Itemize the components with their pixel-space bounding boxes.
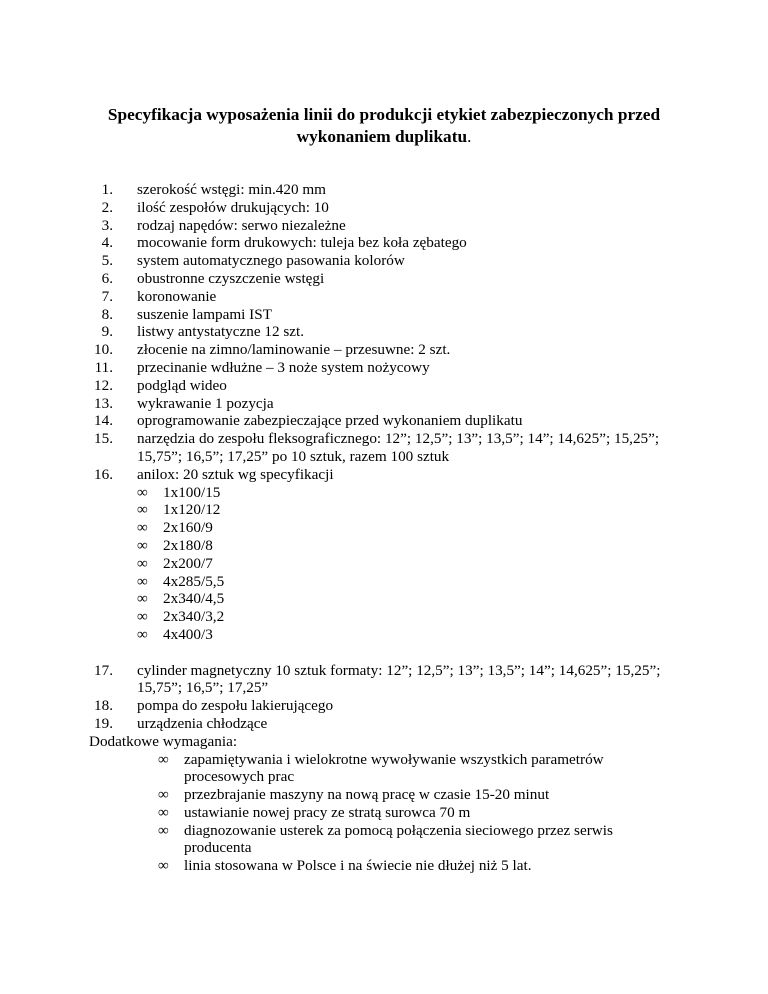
anilox-item xyxy=(0,537,768,555)
requirement-item xyxy=(0,751,768,769)
anilox-item-text: 4x400/3 xyxy=(163,625,213,643)
infinity-bullet-icon: ∞ xyxy=(137,608,148,626)
list-item-number: 16. xyxy=(94,465,113,483)
list-item-number: 18. xyxy=(94,697,113,715)
list-item-text: urządzenia chłodzące xyxy=(137,714,268,732)
infinity-bullet-icon: ∞ xyxy=(137,572,148,590)
document-title-period: . xyxy=(467,127,472,146)
list-item xyxy=(0,377,768,395)
list-item-number: 14. xyxy=(94,412,113,430)
list-item xyxy=(0,662,768,680)
anilox-item-text: 2x180/8 xyxy=(163,536,213,554)
list-item xyxy=(0,697,768,715)
infinity-bullet-icon: ∞ xyxy=(137,554,148,572)
list-item xyxy=(0,217,768,235)
anilox-item-text: 4x285/5,5 xyxy=(163,572,225,590)
list-item xyxy=(0,252,768,270)
infinity-bullet-icon: ∞ xyxy=(137,501,148,519)
list-item-text: suszenie lampami IST xyxy=(137,305,272,323)
document-title xyxy=(60,104,708,148)
list-item xyxy=(0,234,768,252)
list-item-text-continued: 15,75”; 16,5”; 17,25” po 10 sztuk, razem 100 sztuk xyxy=(137,447,450,465)
list-item-text: listwy antystatyczne 12 szt. xyxy=(137,323,305,341)
list-item-text: złocenie na zimno/laminowanie – przesuwne: 2 szt. xyxy=(137,341,451,359)
requirement-item-text: linia stosowana w Polsce i na świecie nie dłużej niż 5 lat. xyxy=(184,857,532,875)
infinity-bullet-icon: ∞ xyxy=(137,590,148,608)
document-title-text: Specyfikacja wyposażenia linii do produkcji etykiet zabezpieczonych przed wykonaniem duplikatu xyxy=(107,105,661,146)
anilox-item xyxy=(0,608,768,626)
additional-requirements-heading xyxy=(0,733,768,751)
requirement-item-text: przezbrajanie maszyny na nową pracę w czasie 15-20 minut xyxy=(184,786,550,804)
infinity-bullet-icon: ∞ xyxy=(158,786,169,804)
requirement-item xyxy=(0,768,768,786)
list-item-text: koronowanie xyxy=(137,287,217,305)
infinity-bullet-icon: ∞ xyxy=(158,803,169,821)
anilox-item xyxy=(0,484,768,502)
requirement-item-text: procesowych prac xyxy=(184,768,295,786)
list-item-text: rodzaj napędów: serwo niezależne xyxy=(137,216,346,234)
infinity-bullet-icon: ∞ xyxy=(137,519,148,537)
list-item-text: pompa do zespołu lakierującego xyxy=(137,697,334,715)
anilox-item xyxy=(0,501,768,519)
list-item xyxy=(0,181,768,199)
list-item-text: anilox: 20 sztuk wg specyfikacji xyxy=(137,465,334,483)
list-item xyxy=(0,323,768,341)
list-item-number: 15. xyxy=(94,430,113,448)
requirement-item xyxy=(0,839,768,857)
list-item-number: 8. xyxy=(101,305,113,323)
anilox-item-text: 1x120/12 xyxy=(163,501,221,519)
list-item-number: 1. xyxy=(101,181,113,198)
infinity-bullet-icon: ∞ xyxy=(137,625,148,643)
infinity-bullet-icon: ∞ xyxy=(158,857,169,875)
requirement-item xyxy=(0,857,768,875)
spacer xyxy=(0,644,768,662)
list-item-text-continued: 15,75”; 16,5”; 17,25” xyxy=(137,679,269,697)
anilox-item xyxy=(0,590,768,608)
additional-requirements-heading-text: Dodatkowe wymagania: xyxy=(89,732,238,750)
list-item-text: mocowanie form drukowych: tuleja bez koła zębatego xyxy=(137,234,467,252)
list-item-text: wykrawanie 1 pozycja xyxy=(137,394,274,412)
infinity-bullet-icon: ∞ xyxy=(137,536,148,554)
list-item-number: 6. xyxy=(101,269,113,287)
list-item-number: 10. xyxy=(94,341,113,359)
anilox-item-text: 2x340/4,5 xyxy=(163,590,225,608)
anilox-item-text: 2x160/9 xyxy=(163,519,213,537)
requirement-item xyxy=(0,786,768,804)
list-item xyxy=(0,270,768,288)
requirement-item xyxy=(0,804,768,822)
list-item-text: system automatycznego pasowania kolorów xyxy=(137,252,405,270)
specification-list xyxy=(0,181,768,875)
list-item xyxy=(0,679,768,697)
list-item-text: przecinanie wdłużne – 3 noże system nożycowy xyxy=(137,358,430,376)
requirement-item-text: producenta xyxy=(184,839,252,857)
list-item-number: 19. xyxy=(94,714,113,732)
infinity-bullet-icon: ∞ xyxy=(137,483,148,501)
list-item-number: 3. xyxy=(101,216,113,234)
list-item xyxy=(0,715,768,733)
anilox-item xyxy=(0,626,768,644)
list-item-number: 17. xyxy=(94,661,113,679)
list-item-text: obustronne czyszczenie wstęgi xyxy=(137,269,325,287)
list-item-text: podgląd wideo xyxy=(137,376,227,394)
infinity-bullet-icon: ∞ xyxy=(158,821,169,839)
list-item xyxy=(0,430,768,448)
list-item-text: cylinder magnetyczny 10 sztuk formaty: 12”; 12,5”; 13”; 13,5”; 14”; 14,625”; 15,25”; xyxy=(137,661,661,679)
list-item xyxy=(0,199,768,217)
list-item xyxy=(0,288,768,306)
list-item-number: 12. xyxy=(94,376,113,394)
list-item xyxy=(0,395,768,413)
list-item-number: 2. xyxy=(101,198,113,216)
list-item-number: 9. xyxy=(101,323,113,341)
list-item-text: szerokość wstęgi: min.420 mm xyxy=(137,181,326,198)
list-item xyxy=(0,306,768,324)
list-item xyxy=(0,466,768,484)
list-item-number: 5. xyxy=(101,252,113,270)
infinity-bullet-icon: ∞ xyxy=(158,750,169,768)
list-item xyxy=(0,412,768,430)
list-item xyxy=(0,341,768,359)
list-item-number: 4. xyxy=(101,234,113,252)
requirement-item xyxy=(0,822,768,840)
anilox-item xyxy=(0,573,768,591)
requirement-item-text: ustawianie nowej pracy ze stratą surowca 70 m xyxy=(184,803,471,821)
list-item-text: narzędzia do zespołu fleksograficznego: 12”; 12,5”; 13”; 13,5”; 14”; 14,625”; 15,25”; xyxy=(137,430,660,448)
list-item xyxy=(0,359,768,377)
requirement-item-text: diagnozowanie usterek za pomocą połączenia sieciowego przez serwis xyxy=(184,821,613,839)
anilox-item xyxy=(0,519,768,537)
requirement-item-text: zapamiętywania i wielokrotne wywoływanie wszystkich parametrów xyxy=(184,750,604,768)
list-item xyxy=(0,448,768,466)
list-item-number: 7. xyxy=(101,287,113,305)
list-item-number: 13. xyxy=(94,394,113,412)
anilox-item-text: 1x100/15 xyxy=(163,483,221,501)
list-item-text: ilość zespołów drukujących: 10 xyxy=(137,198,329,216)
anilox-item-text: 2x340/3,2 xyxy=(163,608,225,626)
list-item-number: 11. xyxy=(94,358,113,376)
anilox-item-text: 2x200/7 xyxy=(163,554,213,572)
anilox-item xyxy=(0,555,768,573)
list-item-text: oprogramowanie zabezpieczające przed wykonaniem duplikatu xyxy=(137,412,523,430)
